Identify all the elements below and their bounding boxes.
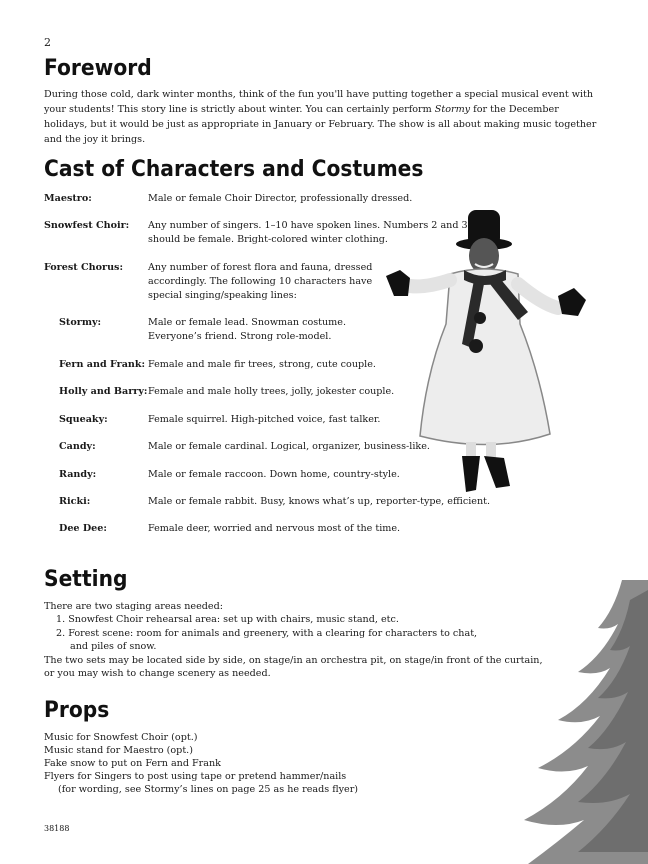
cast-description-line: Female and male holly trees, jolly, jokester couple. [148,386,395,397]
foreword-text [44,87,604,147]
cast-description-line: should be female. Bright-colored winter clothing. [148,234,388,245]
cast-role: Maestro: [44,193,92,204]
cast-description [148,358,376,372]
cast-role: Dee Dee: [59,523,107,534]
cast-description-line: Male or female cardinal. Logical, organizer, business-like. [148,441,430,452]
setting-item-forest-scene: 2. Forest scene: room for animals and greenery, with a clearing for characters to chat, [56,628,478,639]
setting-item-forest-scene-continued: and piles of snow. [70,641,157,652]
setting-closing-line: The two sets may be located side by side, on stage/in an orchestra pit, on stage/in front of the curtain, [44,655,543,666]
cast-description [148,316,346,344]
cast-description-line: Male or female rabbit. Busy, knows what’s up, reporter-type, efficient. [148,496,491,507]
cast-role: Randy: [59,469,97,480]
cast-description [148,522,400,536]
cast-description-line: Female deer, worried and nervous most of the time. [148,523,401,534]
cast-description [148,261,372,303]
cast-description [148,468,400,482]
cast-description [148,385,394,399]
cast-role: Candy: [59,441,96,452]
foreword-heading: Foreword [44,56,152,81]
cast-description [148,192,412,206]
cast-role: Stormy: [59,317,102,328]
cast-description-line: Male or female lead. Snowman costume. [148,317,347,328]
cast-description [148,413,380,427]
foreword-text-end: for the December holidays, but it would be just as appropriate in January or February. The show is all about making music together and the joy it brings. [44,104,597,145]
cast-description-line: Any number of singers. 1–10 have spoken lines. Numbers 2 and 3 [148,220,468,231]
cast-description-line: Any number of forest flora and fauna, dressed [148,262,373,273]
evergreen-tree-illustration [518,580,648,864]
cast-role: Snowfest Choir: [44,220,130,231]
catalog-code: 38188 [44,824,70,833]
setting-intro: There are two staging areas needed: [44,601,223,612]
cast-role: Holly and Barry: [59,386,148,397]
props-item: Flyers for Singers to post using tape or pretend hammer/nails [44,771,347,782]
cast-role: Fern and Frank: [59,359,146,370]
foreword-text-start: During those cold, dark winter months, think of the fun you'll have putting together a special musical event with your students! This story line is strictly about winter. You can certainly perform [44,89,594,115]
snowman-costume-illustration [380,204,590,504]
props-heading: Props [44,698,110,723]
props-item: Music for Snowfest Choir (opt.) [44,732,198,743]
cast-description-line: special singing/speaking lines: [148,290,297,301]
foreword-show-title: Stormy [434,104,471,115]
setting-item-rehearsal-area: 1. Snowfest Choir rehearsal area: set up with chairs, music stand, etc. [56,614,399,625]
props-item: Fake snow to put on Fern and Frank [44,758,221,769]
cast-description-line: Male or female raccoon. Down home, country-style. [148,469,400,480]
cast-role: Forest Chorus: [44,262,123,273]
cast-heading: Cast of Characters and Costumes [44,157,424,182]
page-number: 2 [44,36,51,49]
props-item: Music stand for Maestro (opt.) [44,745,193,756]
cast-description-line: Female and male fir trees, strong, cute couple. [148,359,376,370]
cast-role: Squeaky: [59,414,108,425]
setting-closing-line: or you may wish to change scenery as needed. [44,668,271,679]
cast-description-line: Male or female Choir Director, professionally dressed. [148,193,413,204]
cast-role: Ricki: [59,496,91,507]
props-note: (for wording, see Stormy’s lines on page 25 as he reads flyer) [58,784,359,795]
setting-heading: Setting [44,567,128,592]
cast-description-line: Everyone’s friend. Strong role-model. [148,331,332,342]
cast-description-line: Female squirrel. High-pitched voice, fast talker. [148,414,381,425]
cast-description-line: accordingly. The following 10 characters have [148,276,373,287]
